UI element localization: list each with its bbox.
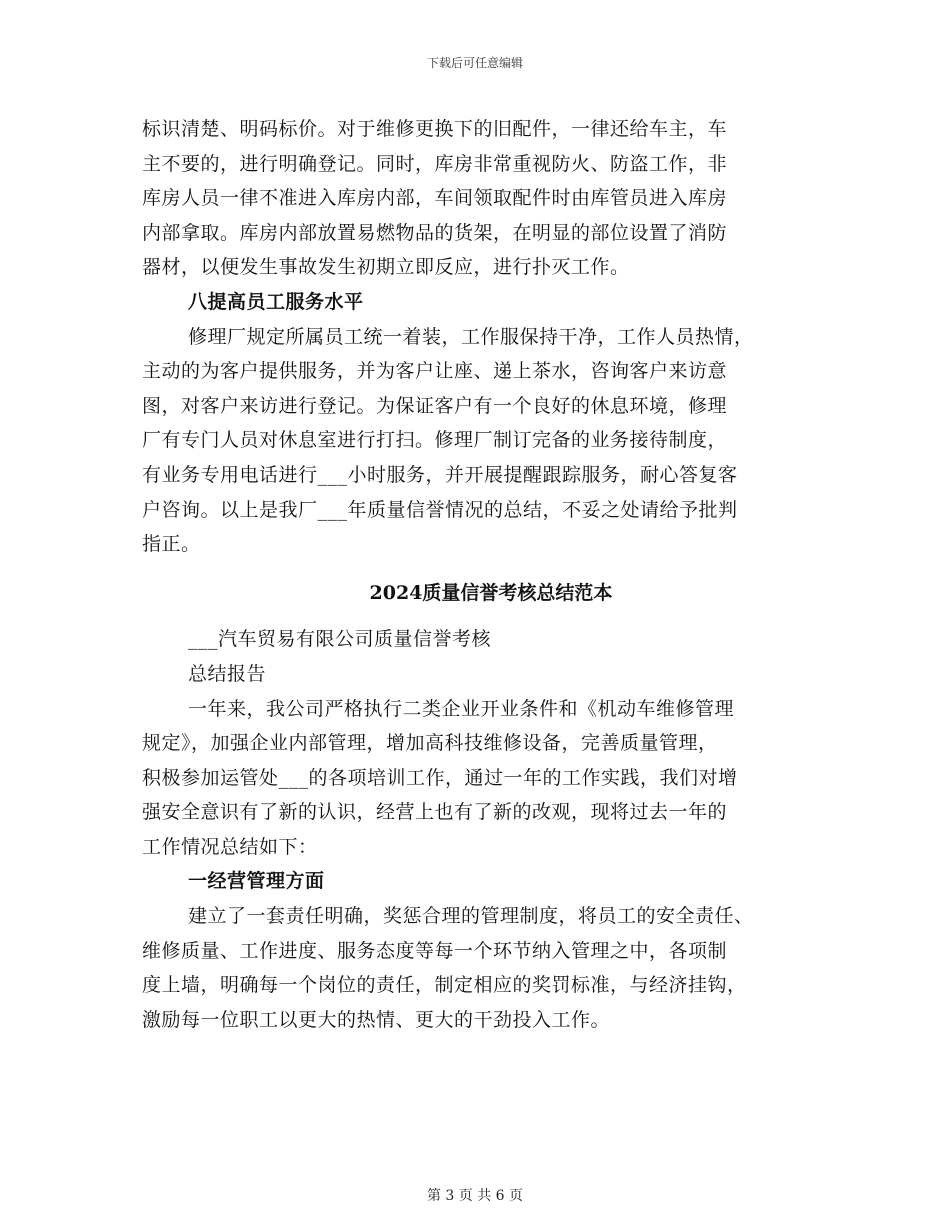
- text-line: 主不要的，进行明确登记。同时，库房非常重视防火、防盗工作，非: [142, 152, 728, 175]
- text-line: 图，对客户来访进行登记。为保证客户有一个良好的休息环境，修理: [142, 394, 728, 417]
- text-line: 积极参加运管处___的各项培训工作，通过一年的工作实践，我们对增: [142, 766, 738, 789]
- text-line: 内部拿取。库房内部放置易燃物品的货架，在明显的部位设置了消防: [142, 221, 728, 244]
- text-line: 库房人员一律不准进入库房内部，车间领取配件时由库管员进入库房: [142, 187, 728, 210]
- report-line: 总结报告: [188, 662, 267, 685]
- text-line: 激励每一位职工以更大的热情、更大的干劲投入工作。: [142, 1008, 611, 1031]
- text-line: 有业务专用电话进行___小时服务，并开展提醒跟踪服务，耐心答复客: [142, 463, 738, 486]
- text-line: 建立了一套责任明确，奖惩合理的管理制度，将员工的安全责任、: [188, 905, 754, 928]
- document-body: [142, 112, 822, 1037]
- text-line: 维修质量、工作进度、服务态度等每一个环节纳入管理之中，各项制: [142, 939, 728, 962]
- text-line: 指正。: [142, 533, 201, 556]
- page-footer: 第 3 页 共 6 页: [426, 1188, 524, 1204]
- text-line: 器材，以便发生事故发生初期立即反应，进行扑灭工作。: [142, 256, 630, 279]
- paragraph-management: [142, 899, 822, 1037]
- text-line: 强安全意识有了新的认识，经营上也有了新的改观，现将过去一年的: [142, 801, 728, 824]
- text-line: 一年来，我公司严格执行二类企业开业条件和《机动车维修管理: [188, 697, 735, 720]
- text-line: 工作情况总结如下：: [142, 835, 318, 858]
- text-line: 规定》，加强企业内部管理，增加高科技维修设备，完善质量管理，: [142, 732, 718, 755]
- text-line: 度上墙，明确每一个岗位的责任，制定相应的奖罚标准，与经济挂钩，: [142, 974, 747, 997]
- section-heading-management: 一经营管理方面: [188, 870, 325, 893]
- company-line: ___汽车贸易有限公司质量信誉考核: [188, 628, 492, 651]
- paragraph-warehouse: [142, 112, 822, 285]
- section-heading-service: 八提高员工服务水平: [188, 290, 364, 313]
- text-line: 户咨询。以上是我厂___年质量信誉情况的总结，不妥之处请给予批判: [142, 498, 738, 521]
- text-line: 标识清楚、明码标价。对于维修更换下的旧配件，一律还给车主，车: [142, 118, 728, 140]
- page-header: 下载后可任意编辑: [426, 56, 523, 70]
- text-line: 厂有专门人员对休息室进行打扫。修理厂制订完备的业务接待制度，: [142, 429, 728, 452]
- document-title: 2024质量信誉考核总结范本: [369, 581, 613, 604]
- paragraph-intro: [142, 692, 822, 865]
- text-line: 修理厂规定所属员工统一着装，工作服保持干净，工作人员热情，: [188, 325, 754, 348]
- paragraph-service: [142, 320, 822, 562]
- text-line: 主动的为客户提供服务，并为客户让座、递上茶水，咨询客户来访意: [142, 360, 728, 383]
